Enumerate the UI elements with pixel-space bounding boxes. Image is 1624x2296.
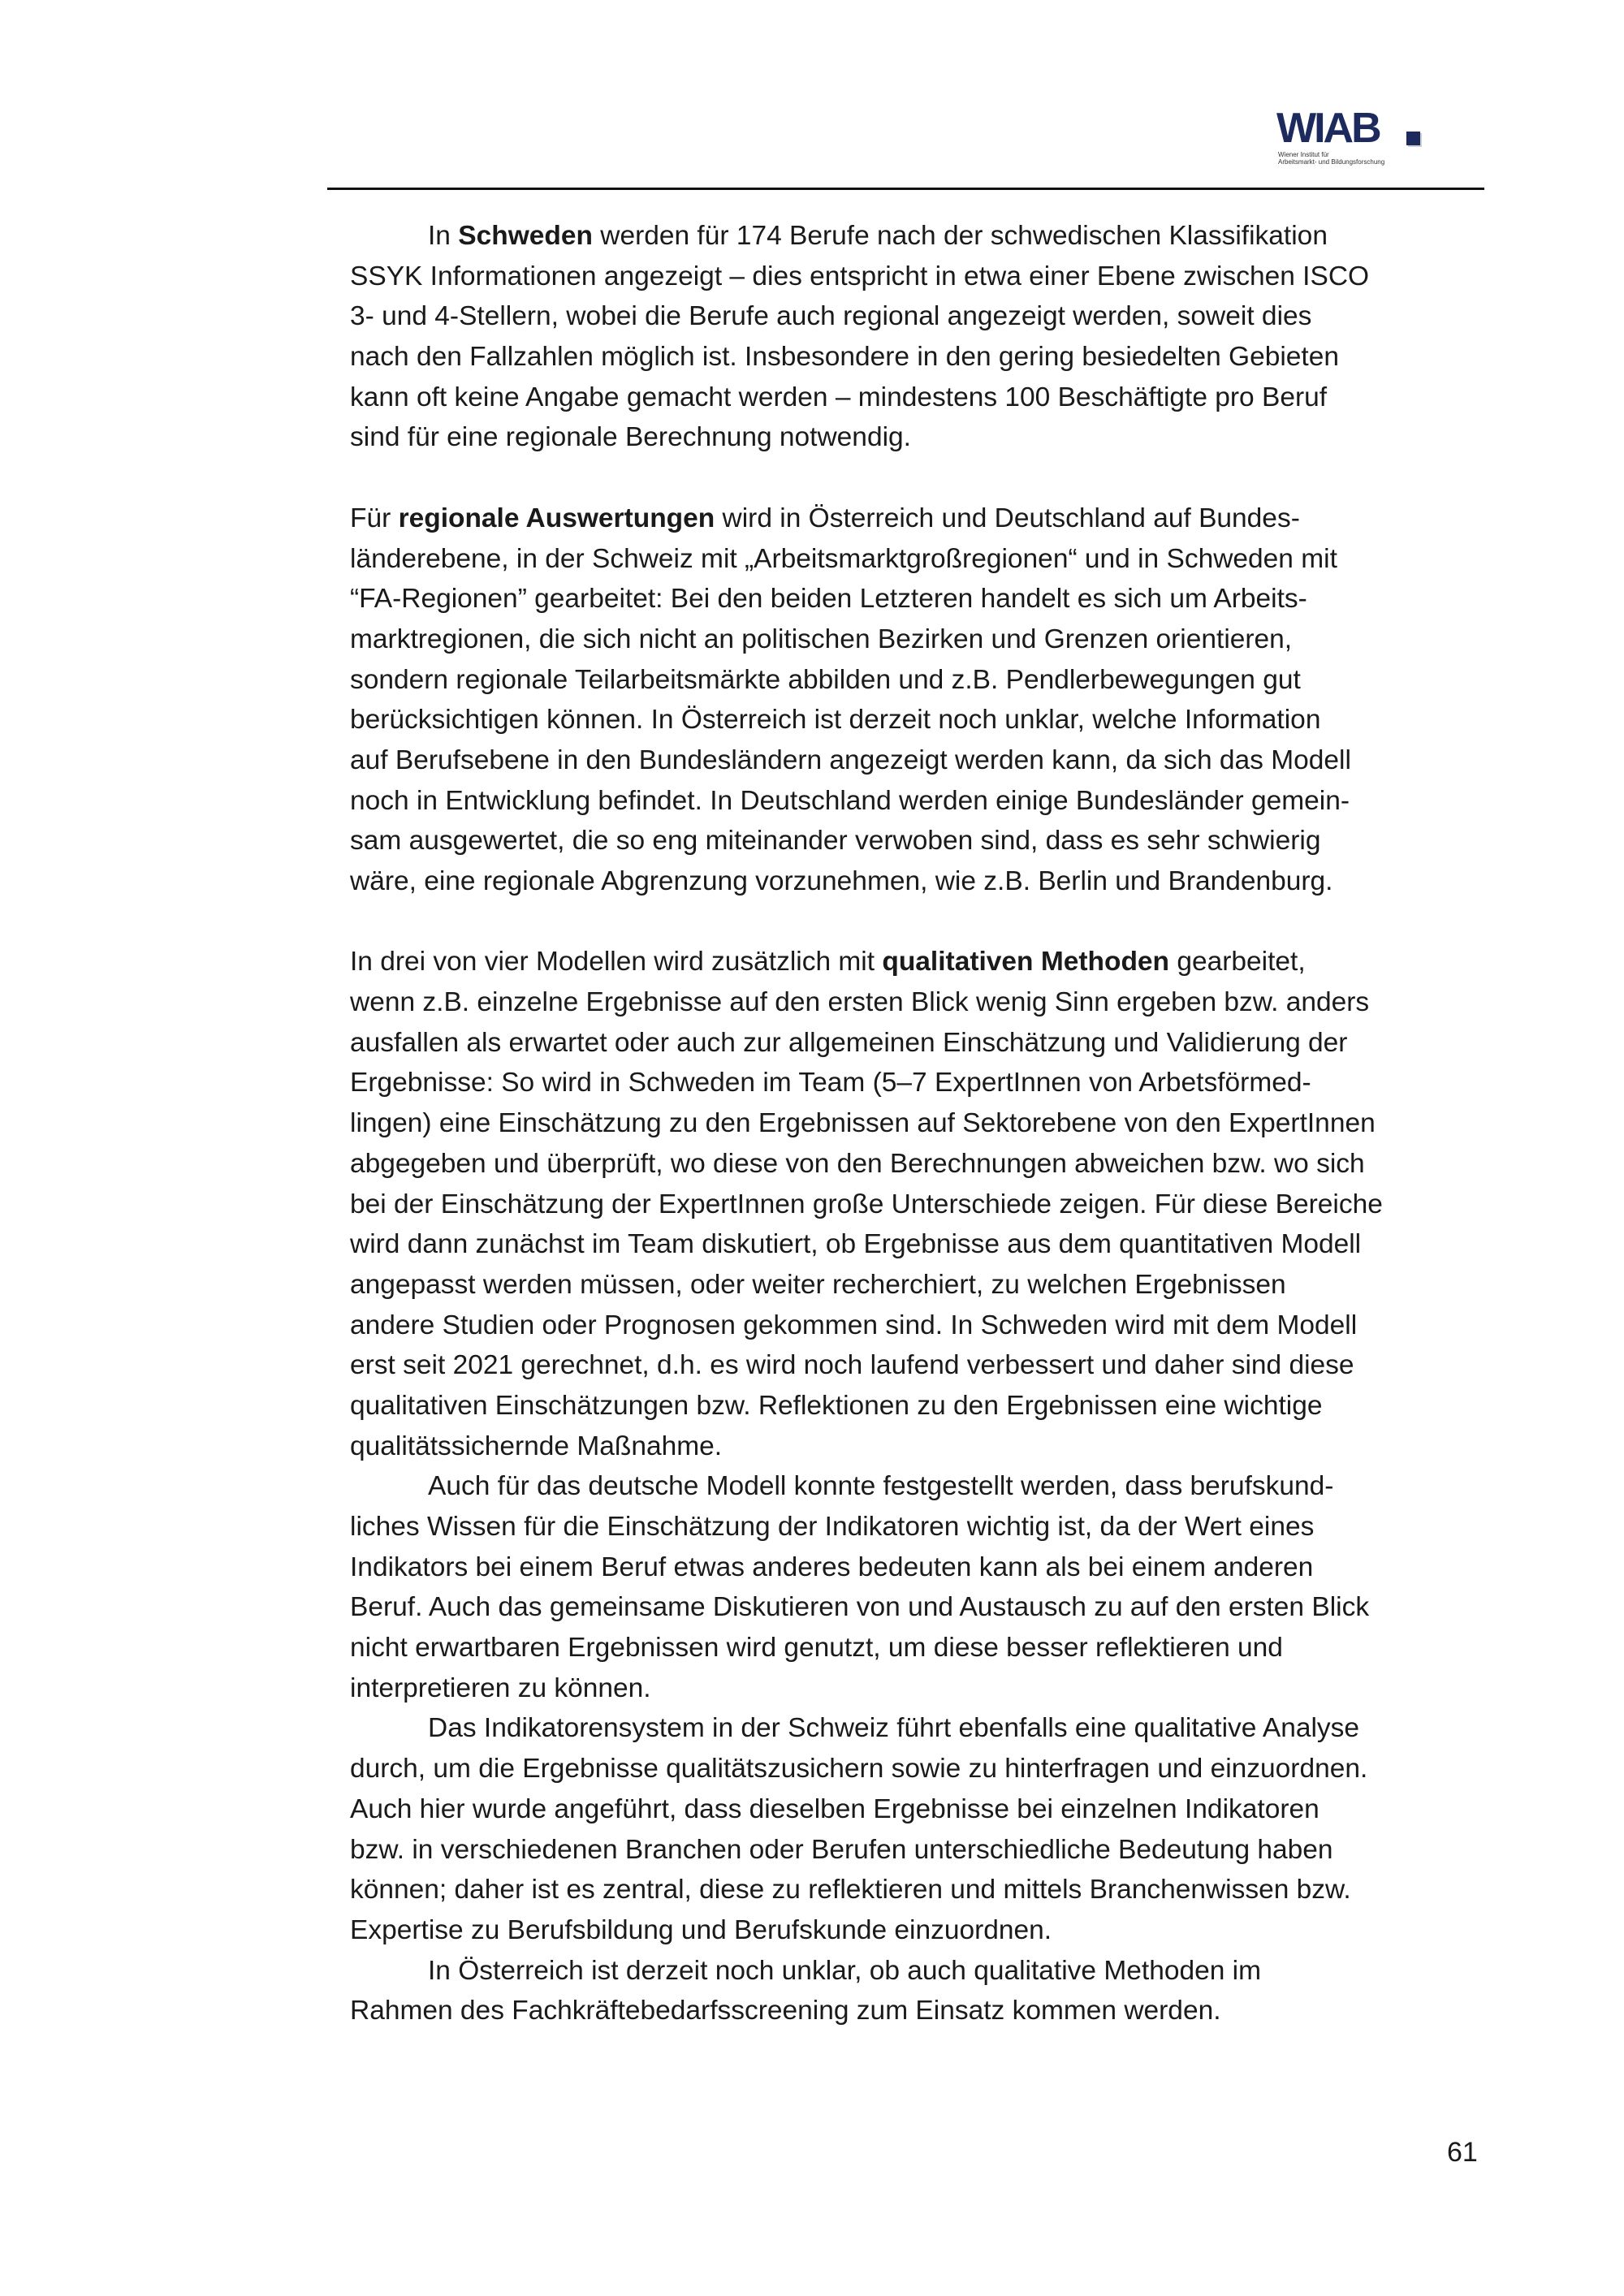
text-segment: werden für 174 Berufe nach der schwedischen Klassifikation xyxy=(592,221,1328,251)
text-line xyxy=(350,982,1487,1023)
text-segment: durch, um die Ergebnisse qualitätszusichern sowie zu hinterfragen und einzuordnen. xyxy=(350,1754,1368,1785)
header-rule xyxy=(327,188,1484,190)
logo-square xyxy=(1406,132,1420,145)
text-line xyxy=(350,1103,1487,1144)
text-segment: nicht erwartbaren Ergebnissen wird genutzt, um diese besser reflektieren und xyxy=(350,1633,1283,1664)
text-line xyxy=(350,1224,1487,1265)
text-segment: berücksichtigen können. In Österreich ist derzeit noch unklar, welche Information xyxy=(350,705,1321,736)
text-line xyxy=(350,1951,1487,1992)
text-line xyxy=(350,1708,1487,1749)
text-segment: auf Berufsebene in den Bundesländern angezeigt werden kann, da sich das Modell xyxy=(350,744,1351,775)
logo-subtitle-line: Wiener Institut für xyxy=(1278,151,1329,158)
text-segment: In xyxy=(428,221,459,251)
text-segment: Auch für das deutsche Modell konnte festgestellt werden, dass berufskund- xyxy=(428,1471,1334,1502)
text-segment: wenn z.B. einzelne Ergebnisse auf den ersten Blick wenig Sinn ergeben bzw. anders xyxy=(350,987,1370,1018)
text-line xyxy=(350,1910,1487,1951)
text-line xyxy=(350,821,1487,861)
text-segment: bzw. in verschiedenen Branchen oder Berufen unterschiedliche Bedeutung haben xyxy=(350,1834,1333,1865)
wiab-logo xyxy=(1276,107,1439,172)
text-segment: Indikators bei einem Beruf etwas anderes bedeuten kann als bei einem anderen xyxy=(350,1552,1314,1582)
text-line xyxy=(350,1426,1487,1467)
bold-term: qualitativen Methoden xyxy=(882,947,1170,978)
text-line xyxy=(350,1466,1487,1507)
text-line xyxy=(350,1749,1487,1789)
text-line xyxy=(350,1587,1487,1628)
text-segment: sind für eine regionale Berechnung notwendig. xyxy=(350,422,911,453)
text-segment: SSYK Informationen angezeigt – dies entspricht in etwa einer Ebene zwischen ISCO xyxy=(350,261,1370,291)
text-line xyxy=(350,296,1487,337)
text-line xyxy=(350,660,1487,701)
text-segment: bei der Einschätzung der ExpertInnen große Unterschiede zeigen. Für diese Bereiche xyxy=(350,1189,1383,1219)
text-segment: Auch hier wurde angeführt, dass dieselben Ergebnisse bei einzelnen Indikatoren xyxy=(350,1793,1320,1824)
text-line xyxy=(350,498,1487,539)
text-line xyxy=(350,1144,1487,1185)
text-line xyxy=(350,619,1487,660)
text-segment: marktregionen, die sich nicht an politischen Bezirken und Grenzen orientieren, xyxy=(350,624,1293,654)
bold-term: regionale Auswertungen xyxy=(398,503,715,533)
text-line xyxy=(350,1507,1487,1547)
text-line xyxy=(350,579,1487,619)
text-segment: qualitätssichernde Maßnahme. xyxy=(350,1431,723,1461)
text-segment: wird dann zunächst im Team diskutiert, ob Ergebnisse aus dem quantitativen Modell xyxy=(350,1229,1362,1260)
bold-term: Schweden xyxy=(458,221,593,251)
text-segment: wäre, eine regionale Abgrenzung vorzunehmen, wie z.B. Berlin und Brandenburg. xyxy=(350,866,1333,896)
text-line xyxy=(350,1185,1487,1225)
text-segment: sondern regionale Teilarbeitsmärkte abbilden und z.B. Pendlerbewegungen gut xyxy=(350,664,1301,695)
text-segment: können; daher ist es zentral, diese zu reflektieren und mittels Branchenwissen bzw. xyxy=(350,1875,1351,1905)
text-line xyxy=(350,1386,1487,1426)
text-segment: Beruf. Auch das gemeinsame Diskutieren von und Austausch zu auf den ersten Blick xyxy=(350,1592,1370,1623)
text-segment: angepasst werden müssen, oder weiter recherchiert, zu welchen Ergebnissen xyxy=(350,1269,1286,1300)
text-line xyxy=(350,1306,1487,1346)
text-segment: liches Wissen für die Einschätzung der Indikatoren wichtig ist, da der Wert eines xyxy=(350,1512,1315,1542)
text-line xyxy=(350,1265,1487,1306)
text-segment: nach den Fallzahlen möglich ist. Insbesondere in den gering besiedelten Gebieten xyxy=(350,342,1339,373)
text-line xyxy=(350,1789,1487,1830)
text-segment: sam ausgewertet, die so eng miteinander verwoben sind, dass es sehr schwierig xyxy=(350,826,1321,857)
text-line xyxy=(350,417,1487,458)
logo-subtitle-line: Arbeitsmarkt- und Bildungsforschung xyxy=(1278,158,1385,166)
text-segment: Rahmen des Fachkräftebedarfsscreening zum Einsatz kommen werden. xyxy=(350,1996,1221,2026)
text-segment: Für xyxy=(350,503,399,533)
text-line xyxy=(350,861,1487,902)
text-line xyxy=(350,539,1487,580)
text-line xyxy=(350,1830,1487,1871)
text-line xyxy=(350,740,1487,781)
text-segment: In drei von vier Modellen wird zusätzlich mit xyxy=(350,947,883,978)
text-line xyxy=(350,378,1487,418)
text-line xyxy=(350,942,1487,982)
text-segment: ausfallen als erwartet oder auch zur allgemeinen Einschätzung und Validierung der xyxy=(350,1027,1348,1058)
paragraph-gap xyxy=(350,458,1487,498)
body-text xyxy=(350,216,1487,2031)
paragraph-gap xyxy=(350,902,1487,943)
text-segment: In Österreich ist derzeit noch unklar, ob auch qualitative Methoden im xyxy=(428,1955,1262,1986)
text-segment: Ergebnisse: So wird in Schweden im Team (5–7 ExpertInnen von Arbetsförmed- xyxy=(350,1068,1311,1098)
text-segment: “FA-Regionen” gearbeitet: Bei den beiden Letzteren handelt es sich um Arbeits- xyxy=(350,584,1307,615)
text-line xyxy=(350,1991,1487,2031)
text-line xyxy=(350,337,1487,378)
text-line xyxy=(350,257,1487,297)
text-segment: Das Indikatorensystem in der Schweiz führt ebenfalls eine qualitative Analyse xyxy=(428,1713,1360,1744)
text-line xyxy=(350,700,1487,740)
text-segment: qualitativen Einschätzungen bzw. Reflektionen zu den Ergebnissen eine wichtige xyxy=(350,1390,1323,1421)
text-line xyxy=(350,1063,1487,1103)
text-segment: andere Studien oder Prognosen gekommen sind. In Schweden wird mit dem Modell xyxy=(350,1310,1358,1340)
page-number: 61 xyxy=(1447,2137,1478,2168)
text-segment: lingen) eine Einschätzung zu den Ergebnissen auf Sektorebene von den ExpertInnen xyxy=(350,1108,1376,1139)
text-segment: interpretieren zu können. xyxy=(350,1672,651,1703)
text-line xyxy=(350,1547,1487,1588)
text-line xyxy=(350,1345,1487,1386)
text-segment: gearbeitet, xyxy=(1169,947,1306,978)
text-segment: kann oft keine Angabe gemacht werden – mindestens 100 Beschäftigte pro Beruf xyxy=(350,382,1328,412)
text-segment: 3- und 4-Stellern, wobei die Berufe auch regional angezeigt werden, soweit dies xyxy=(350,301,1312,332)
text-segment: abgegeben und überprüft, wo diese von den Berechnungen abweichen bzw. wo sich xyxy=(350,1148,1365,1179)
text-line xyxy=(350,1668,1487,1709)
text-segment: erst seit 2021 gerechnet, d.h. es wird noch laufend verbessert und daher sind diese xyxy=(350,1350,1354,1381)
text-segment: Expertise zu Berufsbildung und Berufskunde einzuordnen. xyxy=(350,1914,1052,1945)
text-line xyxy=(350,1870,1487,1910)
text-line xyxy=(350,216,1487,257)
text-segment: noch in Entwicklung befindet. In Deutschland werden einige Bundesländer gemein- xyxy=(350,785,1350,816)
logo-wordmark: WIAB xyxy=(1276,105,1380,152)
text-line xyxy=(350,781,1487,822)
text-line xyxy=(350,1628,1487,1668)
text-segment: wird in Österreich und Deutschland auf Bundes- xyxy=(715,503,1300,533)
text-line xyxy=(350,1023,1487,1064)
logo-subtitle xyxy=(1278,151,1384,166)
text-segment: länderebene, in der Schweiz mit „Arbeitsmarktgroßregionen“ und in Schweden mit xyxy=(350,543,1337,574)
